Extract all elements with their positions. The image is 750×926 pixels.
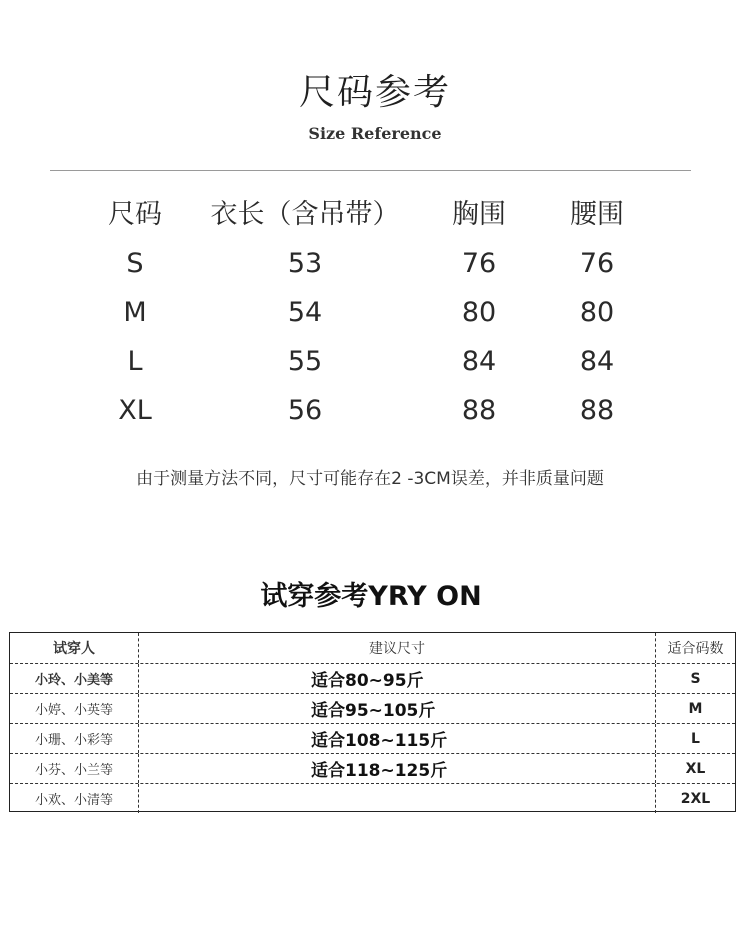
measurement-note: 由于测量方法不同，尺寸可能存在2 -3CM误差，并非质量问题 xyxy=(136,469,604,489)
fit-size: 2XL xyxy=(680,790,711,807)
try-on-table-header xyxy=(10,633,735,663)
try-on-title: 试穿参考YRY ON xyxy=(260,581,482,612)
size-label: M xyxy=(123,297,147,328)
size-label: S xyxy=(126,248,144,279)
weight-range xyxy=(139,784,656,813)
bust-value: 80 xyxy=(461,297,497,328)
length-value: 54 xyxy=(287,297,323,328)
column-header: 适合码数 xyxy=(667,641,724,657)
table-row xyxy=(0,290,750,339)
divider xyxy=(50,170,691,171)
column-header: 试穿人 xyxy=(10,633,139,663)
bust-value: 84 xyxy=(461,346,497,377)
bust-value: 88 xyxy=(461,395,497,426)
column-header: 胸围 xyxy=(452,199,506,230)
fit-size: S xyxy=(690,670,701,687)
waist-value: 84 xyxy=(579,346,615,377)
size-table xyxy=(0,192,750,437)
table-row xyxy=(0,241,750,290)
size-label: XL xyxy=(118,395,152,426)
length-value: 56 xyxy=(287,395,323,426)
length-value: 55 xyxy=(287,346,323,377)
person-names: 小玲、小美等 xyxy=(10,664,139,693)
weight-range: 适合108~115斤 xyxy=(139,724,656,753)
size-label: L xyxy=(127,346,143,377)
waist-value: 76 xyxy=(579,248,615,279)
weight-range: 适合118~125斤 xyxy=(139,754,656,783)
waist-value: 80 xyxy=(579,297,615,328)
table-row xyxy=(10,663,735,693)
table-row xyxy=(10,723,735,753)
size-table-header xyxy=(0,192,750,241)
fit-size: XL xyxy=(685,760,706,777)
person-names: 小珊、小彩等 xyxy=(10,724,139,753)
weight-range: 适合80~95斤 xyxy=(139,664,656,693)
table-row xyxy=(0,388,750,437)
table-row xyxy=(10,693,735,723)
page-title: 尺码参考 xyxy=(298,72,451,113)
column-header: 建议尺寸 xyxy=(139,633,656,663)
try-on-table xyxy=(9,632,736,812)
weight-range: 适合95~105斤 xyxy=(139,694,656,723)
column-header: 衣长（含吊带） xyxy=(210,199,400,230)
length-value: 53 xyxy=(287,248,323,279)
waist-value: 88 xyxy=(579,395,615,426)
person-names: 小欢、小清等 xyxy=(10,784,139,813)
bust-value: 76 xyxy=(461,248,497,279)
fit-size: M xyxy=(688,700,703,717)
person-names: 小芬、小兰等 xyxy=(10,754,139,783)
table-row xyxy=(0,339,750,388)
table-row xyxy=(10,783,735,813)
table-row xyxy=(10,753,735,783)
person-names: 小婷、小英等 xyxy=(10,694,139,723)
page-subtitle: Size Reference xyxy=(308,124,442,143)
column-header: 尺码 xyxy=(108,199,162,230)
column-header: 腰围 xyxy=(570,199,624,230)
fit-size: L xyxy=(691,730,700,747)
